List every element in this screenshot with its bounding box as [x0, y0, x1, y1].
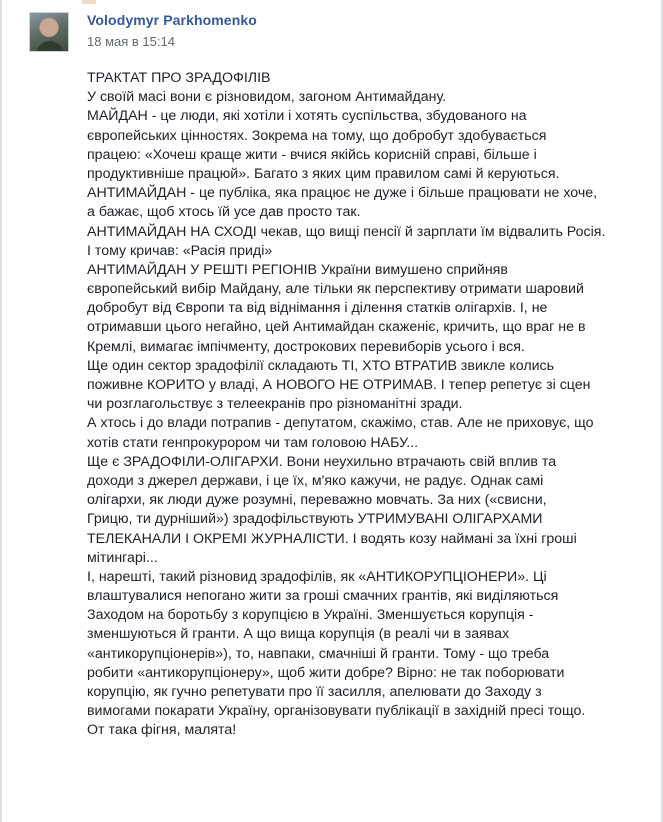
- post-text-line: МАЙДАН - це люди, які хотіли і хотять суспільства, збудованого на: [87, 108, 527, 125]
- post-text-line: ТЕЛЕКАНАЛИ І ОКРЕМІ ЖУРНАЛІСТИ. І водять козу наймані за їхні гроші: [87, 530, 577, 547]
- post-text-line: АНТИМАЙДАН НА СХОДІ чекав, що вищі пенсії й зарплати їм відвалить Росія.: [87, 223, 606, 240]
- post-text-line: І тому кричав: «Расія приді»: [87, 242, 273, 259]
- post-text-line: Ще один сектор зрадофілії складають ТІ, ХТО ВТРАТИВ звикле колись: [87, 357, 555, 374]
- post-text-line: чи розглагольствує з телеекранів про різноманітні зради.: [87, 396, 463, 413]
- post-text: [87, 69, 657, 741]
- post-text-line: хотів стати генпрокурором чи там головою НАБУ...: [87, 434, 419, 451]
- post-text-line: робити «антикорупціонеру», щоб жити добре? Вірно: не так поборювати: [87, 664, 565, 681]
- post-text-line: продуктивніше працюй». Багато з яких цим правилом самі й керуються.: [87, 165, 560, 182]
- post-text-line: Кремлі, вимагає імпічменту, дострокових перевиборів усього і вся.: [87, 338, 525, 355]
- post-text-line: а бажає, щоб хтось їй усе дав просто так.: [87, 204, 361, 221]
- post-text-line: У своїй масі вони є різновидом, загоном Антимайдану.: [87, 89, 447, 106]
- post-text-line: І, нарешті, такий різновид зрадофілів, як «АНТИКОРУПЦІОНЕРИ». Ці: [87, 568, 547, 585]
- avatar-figure: [36, 41, 64, 52]
- post-text-line: європейських цінностях. Зокрема на тому, що добробут здобувається: [87, 127, 547, 144]
- post-text-line: поживне КОРИТО у владі, А НОВОГО НЕ ОТРИМАВ. І тепер репетує зі сцен: [87, 377, 591, 393]
- post-text-line: отримавши цього негайно, цей Антимайдан скаженіє, кричить, що враг не в: [87, 319, 586, 336]
- post-timestamp-link[interactable]: 18 мая в 15:14: [87, 34, 175, 49]
- post-text-line: добробут від Європи та від віднімання і ділення статків олігархів. І, не: [87, 300, 548, 317]
- post-text-line: Ще є ЗРАДОФІЛИ-ОЛІГАРХИ. Вони неухильно втрачають свій вплив та: [87, 453, 557, 470]
- post-text-line: корупцію, як гучно репетувати про її засилля, апелювати до Заходу з: [87, 684, 542, 700]
- post-text-line: європейський вибір Майдану, але тільки як перспективу отримати шаровий: [87, 281, 584, 298]
- author-name-link[interactable]: Volodymyr Parkhomenko: [87, 12, 257, 28]
- post-text-line: влаштувалися непогано жити за гроші смачних грантів, які виділяються: [87, 588, 559, 605]
- post-text-line: олігархи, як люди дуже розумні, переважно мовчать. За них («свисни,: [87, 492, 547, 509]
- post-text-line: АНТИМАЙДАН - це публіка, яка працює не дуже і більше працювати не хоче,: [87, 185, 598, 202]
- post-text-line: Заходом на боротьбу з корупцією в Україні. Зменшується корупція -: [87, 607, 534, 624]
- post-text-line: А хтось і до влади потрапив - депутатом, скажімо, став. Але не приховує, що: [87, 415, 594, 432]
- post-text-line: Грицю, ти дурніший») зрадофільствують УТРИМУВАНІ ОЛІГАРХАМИ: [87, 511, 543, 528]
- post-text-line: мітингарі...: [87, 549, 158, 566]
- top-edge-tab: [82, 0, 96, 4]
- card-left-border: [0, 0, 2, 822]
- post-text-line: працею: «Хочеш краще жити - вчися якійсь корисній справі, більше і: [87, 146, 537, 163]
- post-text-line: От така фігня, малята!: [87, 722, 237, 739]
- post-text-line: ТРАКТАТ ПРО ЗРАДОФІЛІВ: [87, 70, 271, 86]
- post-text-line: зменшуються й гранти. А що вища корупція (в реалі чи в заявах: [87, 626, 510, 643]
- post-text-line: «антикорупціонерів»), то, навпаки, смачніші й гранти. Тому - що треба: [87, 645, 550, 662]
- post-text-line: вимогами покарати Україну, організовувати публікації в західній пресі тощо.: [87, 703, 586, 720]
- post-text-line: доходи з джерел держави, і це їх, м'яко кажучи, не радує. Однак самі: [87, 472, 544, 489]
- author-avatar[interactable]: [29, 12, 69, 52]
- post-text-line: АНТИМАЙДАН У РЕШТІ РЕГІОНІВ України вимушено сприйняв: [87, 261, 508, 278]
